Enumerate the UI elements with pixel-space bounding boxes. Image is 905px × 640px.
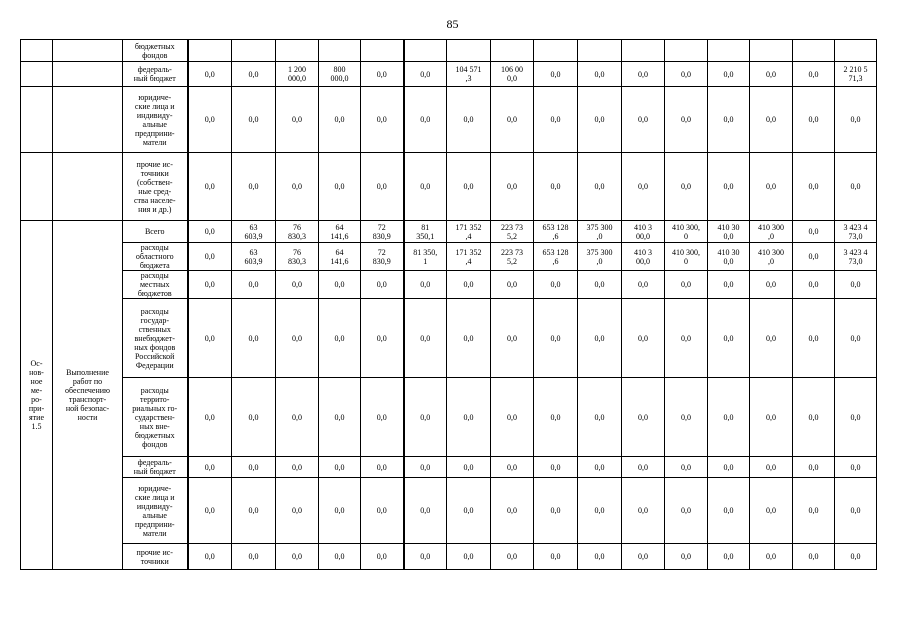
value-cell <box>491 40 534 62</box>
value-cell: 0,0 <box>232 62 276 87</box>
value-cell: 0,0 <box>622 153 665 221</box>
value-cell: 0,0 <box>404 62 447 87</box>
value-cell: 0,0 <box>534 544 578 570</box>
value-cell: 0,0 <box>708 87 750 153</box>
blank-cell <box>21 87 53 153</box>
value-cell: 0,0 <box>319 544 361 570</box>
value-cell: 0,0 <box>447 478 491 544</box>
funding-source-label: расходы областного бюджета <box>123 243 188 271</box>
value-cell: 0,0 <box>276 544 319 570</box>
value-cell: 0,0 <box>534 87 578 153</box>
value-cell: 0,0 <box>491 153 534 221</box>
value-cell: 0,0 <box>835 153 877 221</box>
value-cell: 0,0 <box>404 478 447 544</box>
value-cell <box>319 40 361 62</box>
value-cell: 0,0 <box>835 478 877 544</box>
value-cell <box>835 40 877 62</box>
value-cell: 410 300, 0 <box>665 221 708 243</box>
event-name: Выполнение работ по обеспечению транспорт- ной безопас- ности <box>53 221 123 570</box>
value-cell: 0,0 <box>708 299 750 378</box>
value-cell: 0,0 <box>665 378 708 457</box>
value-cell: 0,0 <box>276 271 319 299</box>
value-cell: 0,0 <box>665 271 708 299</box>
value-cell: 0,0 <box>276 299 319 378</box>
value-cell: 0,0 <box>793 544 835 570</box>
value-cell: 72 830,9 <box>361 221 404 243</box>
value-cell: 0,0 <box>622 271 665 299</box>
value-cell: 0,0 <box>188 62 232 87</box>
value-cell: 0,0 <box>361 271 404 299</box>
value-cell: 0,0 <box>404 153 447 221</box>
value-cell: 0,0 <box>708 544 750 570</box>
value-cell: 0,0 <box>750 62 793 87</box>
value-cell: 0,0 <box>361 478 404 544</box>
value-cell: 0,0 <box>835 271 877 299</box>
value-cell: 0,0 <box>665 62 708 87</box>
value-cell: 410 3 00,0 <box>622 221 665 243</box>
value-cell <box>622 40 665 62</box>
value-cell: 0,0 <box>319 299 361 378</box>
value-cell: 0,0 <box>835 544 877 570</box>
value-cell: 0,0 <box>491 271 534 299</box>
value-cell: 0,0 <box>750 378 793 457</box>
value-cell: 0,0 <box>232 153 276 221</box>
value-cell: 0,0 <box>578 62 622 87</box>
blank-cell <box>21 153 53 221</box>
value-cell: 0,0 <box>835 299 877 378</box>
value-cell: 0,0 <box>534 62 578 87</box>
value-cell: 63 603,9 <box>232 221 276 243</box>
table-row <box>21 271 877 299</box>
value-cell: 0,0 <box>665 87 708 153</box>
value-cell: 0,0 <box>534 478 578 544</box>
blank-cell <box>53 87 123 153</box>
value-cell: 653 128 ,6 <box>534 243 578 271</box>
funding-source-label: прочие ис- точники (собствен- ные сред- ства населе- ния и др.) <box>123 153 188 221</box>
funding-source-label: федераль- ный бюджет <box>123 457 188 478</box>
value-cell: 800 000,0 <box>319 62 361 87</box>
blank-cell <box>53 40 123 62</box>
value-cell: 0,0 <box>447 544 491 570</box>
value-cell: 106 00 0,0 <box>491 62 534 87</box>
table-row <box>21 87 877 153</box>
table-row <box>21 62 877 87</box>
value-cell: 0,0 <box>404 87 447 153</box>
value-cell: 0,0 <box>835 87 877 153</box>
value-cell: 0,0 <box>665 457 708 478</box>
value-cell: 0,0 <box>708 62 750 87</box>
value-cell: 0,0 <box>835 457 877 478</box>
value-cell: 0,0 <box>793 62 835 87</box>
value-cell: 0,0 <box>188 153 232 221</box>
value-cell: 0,0 <box>404 544 447 570</box>
value-cell: 0,0 <box>708 478 750 544</box>
value-cell: 0,0 <box>578 544 622 570</box>
value-cell: 0,0 <box>188 221 232 243</box>
value-cell: 0,0 <box>793 457 835 478</box>
value-cell: 0,0 <box>276 87 319 153</box>
value-cell: 0,0 <box>232 457 276 478</box>
value-cell: 0,0 <box>232 478 276 544</box>
value-cell: 410 300 ,0 <box>750 221 793 243</box>
value-cell: 0,0 <box>404 378 447 457</box>
table-row <box>21 40 877 62</box>
value-cell: 0,0 <box>793 243 835 271</box>
value-cell: 0,0 <box>188 299 232 378</box>
value-cell: 410 30 0,0 <box>708 221 750 243</box>
value-cell: 0,0 <box>447 153 491 221</box>
table-row <box>21 378 877 457</box>
value-cell <box>404 40 447 62</box>
table-row <box>21 299 877 378</box>
value-cell <box>708 40 750 62</box>
value-cell: 0,0 <box>232 544 276 570</box>
funding-source-label: Всего <box>123 221 188 243</box>
value-cell: 0,0 <box>665 153 708 221</box>
value-cell: 76 830,3 <box>276 221 319 243</box>
budget-table <box>20 39 877 570</box>
blank-cell <box>21 62 53 87</box>
value-cell: 0,0 <box>447 87 491 153</box>
value-cell: 0,0 <box>708 457 750 478</box>
value-cell: 3 423 4 73,0 <box>835 243 877 271</box>
funding-source-label: федераль- ный бюджет <box>123 62 188 87</box>
value-cell: 0,0 <box>750 87 793 153</box>
value-cell: 0,0 <box>793 153 835 221</box>
table-row <box>21 243 877 271</box>
value-cell: 0,0 <box>276 378 319 457</box>
funding-source-label: бюджетных фондов <box>123 40 188 62</box>
value-cell: 81 350, 1 <box>404 243 447 271</box>
value-cell: 0,0 <box>447 271 491 299</box>
value-cell: 0,0 <box>578 271 622 299</box>
value-cell: 0,0 <box>491 544 534 570</box>
value-cell <box>361 40 404 62</box>
value-cell: 0,0 <box>793 378 835 457</box>
value-cell: 0,0 <box>750 544 793 570</box>
blank-cell <box>21 40 53 62</box>
value-cell: 0,0 <box>750 299 793 378</box>
value-cell: 0,0 <box>534 153 578 221</box>
value-cell: 0,0 <box>361 378 404 457</box>
event-label: Ос- нов- ное ме- ро- при- ятие 1.5 <box>21 221 53 570</box>
value-cell: 0,0 <box>319 87 361 153</box>
value-cell: 0,0 <box>491 457 534 478</box>
value-cell: 76 830,3 <box>276 243 319 271</box>
value-cell: 0,0 <box>578 153 622 221</box>
funding-source-label: расходы местных бюджетов <box>123 271 188 299</box>
value-cell <box>578 40 622 62</box>
table-row <box>21 221 877 243</box>
value-cell: 0,0 <box>319 457 361 478</box>
value-cell: 0,0 <box>534 299 578 378</box>
value-cell <box>665 40 708 62</box>
value-cell: 0,0 <box>534 378 578 457</box>
value-cell: 0,0 <box>491 378 534 457</box>
value-cell: 0,0 <box>578 478 622 544</box>
value-cell: 223 73 5,2 <box>491 221 534 243</box>
value-cell: 0,0 <box>232 87 276 153</box>
value-cell: 0,0 <box>404 457 447 478</box>
value-cell: 0,0 <box>708 271 750 299</box>
value-cell: 0,0 <box>361 153 404 221</box>
value-cell: 0,0 <box>665 299 708 378</box>
value-cell: 410 3 00,0 <box>622 243 665 271</box>
value-cell: 0,0 <box>750 153 793 221</box>
value-cell: 0,0 <box>404 299 447 378</box>
value-cell: 0,0 <box>708 153 750 221</box>
blank-cell <box>53 153 123 221</box>
value-cell <box>276 40 319 62</box>
value-cell: 0,0 <box>665 544 708 570</box>
value-cell: 0,0 <box>447 299 491 378</box>
value-cell: 0,0 <box>835 378 877 457</box>
value-cell: 0,0 <box>578 87 622 153</box>
value-cell: 0,0 <box>319 153 361 221</box>
value-cell: 375 300 ,0 <box>578 243 622 271</box>
value-cell: 0,0 <box>491 87 534 153</box>
value-cell: 0,0 <box>750 271 793 299</box>
value-cell: 0,0 <box>534 271 578 299</box>
table-row <box>21 153 877 221</box>
value-cell: 653 128 ,6 <box>534 221 578 243</box>
value-cell: 0,0 <box>491 478 534 544</box>
value-cell: 0,0 <box>622 62 665 87</box>
value-cell: 0,0 <box>793 478 835 544</box>
value-cell: 0,0 <box>188 87 232 153</box>
funding-source-label: юридиче- ские лица и индивиду- альные предприни- матели <box>123 478 188 544</box>
value-cell: 0,0 <box>534 457 578 478</box>
value-cell: 0,0 <box>188 378 232 457</box>
value-cell: 72 830,9 <box>361 243 404 271</box>
value-cell: 0,0 <box>665 478 708 544</box>
value-cell: 0,0 <box>188 544 232 570</box>
value-cell: 171 352 ,4 <box>447 243 491 271</box>
value-cell: 0,0 <box>622 478 665 544</box>
value-cell: 0,0 <box>276 478 319 544</box>
value-cell: 0,0 <box>793 221 835 243</box>
funding-source-label: юридиче- ские лица и индивиду- альные предприни- матели <box>123 87 188 153</box>
value-cell: 0,0 <box>319 478 361 544</box>
table-row <box>21 478 877 544</box>
value-cell: 0,0 <box>622 378 665 457</box>
value-cell: 104 571 ,3 <box>447 62 491 87</box>
value-cell <box>793 40 835 62</box>
value-cell: 0,0 <box>578 299 622 378</box>
value-cell: 63 603,9 <box>232 243 276 271</box>
value-cell: 0,0 <box>622 457 665 478</box>
value-cell: 0,0 <box>188 271 232 299</box>
value-cell: 1 200 000,0 <box>276 62 319 87</box>
value-cell: 171 352 ,4 <box>447 221 491 243</box>
value-cell: 0,0 <box>578 457 622 478</box>
value-cell: 0,0 <box>622 87 665 153</box>
value-cell: 0,0 <box>622 299 665 378</box>
value-cell: 0,0 <box>361 299 404 378</box>
value-cell: 0,0 <box>404 271 447 299</box>
value-cell: 0,0 <box>793 271 835 299</box>
value-cell: 2 210 5 71,3 <box>835 62 877 87</box>
value-cell: 0,0 <box>188 478 232 544</box>
value-cell: 0,0 <box>319 378 361 457</box>
funding-source-label: расходы террито- риальных го- сударствен- ных вне- бюджетных фондов <box>123 378 188 457</box>
table-row <box>21 544 877 570</box>
value-cell: 64 141,6 <box>319 243 361 271</box>
value-cell: 0,0 <box>319 271 361 299</box>
value-cell: 0,0 <box>361 62 404 87</box>
value-cell: 0,0 <box>361 544 404 570</box>
value-cell: 0,0 <box>447 378 491 457</box>
value-cell <box>447 40 491 62</box>
value-cell: 3 423 4 73,0 <box>835 221 877 243</box>
value-cell <box>750 40 793 62</box>
value-cell: 0,0 <box>276 457 319 478</box>
value-cell: 0,0 <box>622 544 665 570</box>
value-cell: 223 73 5,2 <box>491 243 534 271</box>
value-cell: 81 350,1 <box>404 221 447 243</box>
value-cell: 0,0 <box>750 478 793 544</box>
value-cell: 0,0 <box>232 378 276 457</box>
value-cell: 0,0 <box>578 378 622 457</box>
value-cell: 410 300, 0 <box>665 243 708 271</box>
table-row <box>21 457 877 478</box>
funding-source-label: прочие ис- точники <box>123 544 188 570</box>
value-cell: 0,0 <box>491 299 534 378</box>
funding-source-label: расходы государ- ственных внебюджет- ных фондов Российской Федерации <box>123 299 188 378</box>
value-cell: 0,0 <box>361 87 404 153</box>
value-cell: 410 30 0,0 <box>708 243 750 271</box>
value-cell: 64 141,6 <box>319 221 361 243</box>
value-cell: 0,0 <box>188 243 232 271</box>
value-cell: 0,0 <box>708 378 750 457</box>
value-cell: 0,0 <box>361 457 404 478</box>
value-cell: 0,0 <box>793 87 835 153</box>
value-cell: 0,0 <box>232 271 276 299</box>
value-cell: 0,0 <box>276 153 319 221</box>
value-cell: 0,0 <box>188 457 232 478</box>
value-cell: 375 300 ,0 <box>578 221 622 243</box>
value-cell: 410 300 ,0 <box>750 243 793 271</box>
value-cell <box>188 40 232 62</box>
value-cell: 0,0 <box>447 457 491 478</box>
blank-cell <box>53 62 123 87</box>
value-cell <box>232 40 276 62</box>
value-cell: 0,0 <box>232 299 276 378</box>
page-number: 85 <box>446 17 459 31</box>
value-cell <box>534 40 578 62</box>
value-cell: 0,0 <box>750 457 793 478</box>
value-cell: 0,0 <box>793 299 835 378</box>
